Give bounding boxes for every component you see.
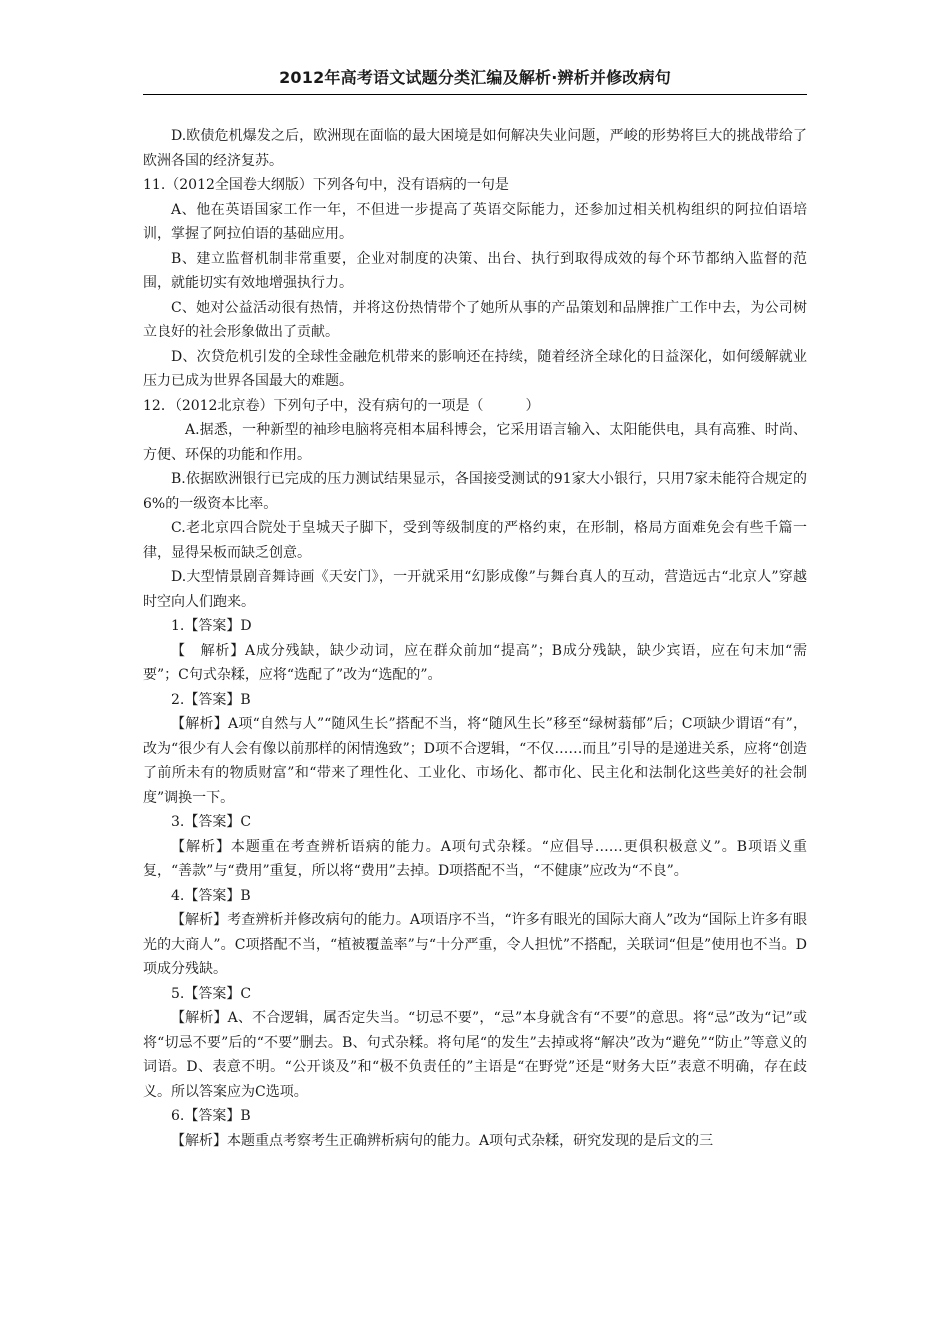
q11-stem-paragraph: 11.（2012全国卷大纲版）下列各句中，没有语病的一句是	[143, 177, 509, 193]
document-title: 2012年高考语文试题分类汇编及解析·辨析并修改病句	[279, 68, 671, 87]
q12-option-b-paragraph: B.依据欧洲银行已完成的压力测试结果显示，各国接受测试的91家大小银行，只用7家未能符合规定的6%的一级资本比率。	[143, 471, 807, 512]
analysis-1-paragraph: 【 解析】A成分残缺，缺少动词，应在群众前加“提高”；B成分残缺，缺少宾语，应在句末加“需要”；C句式杂糅，应将“选配了”改为“选配的”。	[143, 642, 807, 683]
answer-5-paragraph: 5.【答案】C	[171, 985, 252, 1002]
analysis-5-paragraph: 【解析】A、不合逻辑，属否定失当。“切忌不要”，“忌”本身就含有“不要”的意思。将“忌”改为“记”或将“切忌不要”后的“不要”删去。B、句式杂糅。将句尾“的发生”去掉或将“解决”改为“避免”“防止”等意义的词语。D、表意不明。“公开谈及”和“极不负责任的”主语是“在野党”还是“财务大臣”表意不明确，存在歧义。所以答案应为C选项。	[143, 1010, 807, 1100]
analysis-6-paragraph: 【解析】本题重点考察考生正确辨析病句的能力。A项句式杂糅，研究发现的是后文的三	[171, 1132, 714, 1149]
q12-option-c-paragraph: C.老北京四合院处于皇城天子脚下，受到等级制度的严格约束，在形制，格局方面难免会有些千篇一律，显得呆板而缺乏创意。	[143, 520, 807, 561]
answer-3-paragraph: 3.【答案】C	[171, 814, 252, 830]
q12-option-d-paragraph: D.大型情景剧音舞诗画《天安门》，一开就采用“幻影成像”与舞台真人的互动，营造远古“北京人”穿越时空向人们跑来。	[143, 569, 807, 610]
q11-option-c-paragraph: C、她对公益活动很有热情，并将这份热情带个了她所从事的产品策划和品牌推广工作中去，为公司树立良好的社会形象做出了贡献。	[143, 299, 807, 340]
q12-option-a-paragraph: A.据悉，一种新型的袖珍电脑将亮相本届科博会，它采用语言输入、太阳能供电，具有高雅、时尚、方便、环保的功能和作用。	[143, 422, 807, 463]
analysis-4-paragraph: 【解析】考查辨析并修改病句的能力。A项语序不当，“许多有眼光的国际大商人”改为“国际上许多有眼光的大商人”。C项搭配不当，“植被覆盖率”与“十分严重，令人担忧”不搭配，关联词“但是”使用也不当。D项成分残缺。	[143, 912, 807, 977]
q10-option-d-paragraph: D.欧债危机爆发之后，欧洲现在面临的最大困境是如何解决失业问题，严峻的形势将巨大的挑战带给了欧洲各国的经济复苏。	[143, 128, 807, 169]
document-body	[143, 124, 807, 1153]
header-rule	[143, 94, 807, 95]
analysis-2-paragraph: 【解析】A项“自然与人”“随风生长”搭配不当，将“随风生长”移至“绿树蓊郁”后；C项缺少谓语“有”，改为“很少有人会有像以前那样的闲情逸致”；D项不合逻辑，“不仅……而且”引导的是递进关系，应将“创造了前所未有的物质财富”和“带来了理性化、工业化、市场化、都市化、民主化和法制化这些美好的社会制度”调换一下。	[143, 716, 807, 806]
q11-option-a-paragraph: A、他在英语国家工作一年，不但进一步提高了英语交际能力，还参加过相关机构组织的阿拉伯语培训，掌握了阿拉伯语的基础应用。	[143, 201, 807, 242]
answer-1-paragraph: 1.【答案】D	[171, 618, 252, 634]
q11-option-b-paragraph: B、建立监督机制非常重要，企业对制度的决策、出台、执行到取得成效的每个环节都纳入监督的范围，就能切实有效地增强执行力。	[143, 250, 807, 291]
analysis-3-paragraph: 【解析】本题重在考查辨析语病的能力。A项句式杂糅。“应倡导……更俱积极意义”。B项语义重复，“善款”与“费用”重复，所以将“费用”去掉。D项搭配不当，“不健康”应改为“不良”。	[143, 838, 807, 879]
q11-option-d-paragraph: D、次贷危机引发的全球性金融危机带来的影响还在持续，随着经济全球化的日益深化，如何缓解就业压力已成为世界各国最大的难题。	[143, 348, 807, 389]
answer-4-paragraph: 4.【答案】B	[171, 887, 251, 904]
answer-2-paragraph: 2.【答案】B	[171, 691, 251, 708]
q12-stem-paragraph: 12．（2012北京卷）下列句子中，没有病句的一项是（ ）	[143, 397, 540, 414]
answer-6-paragraph: 6.【答案】B	[171, 1108, 251, 1124]
